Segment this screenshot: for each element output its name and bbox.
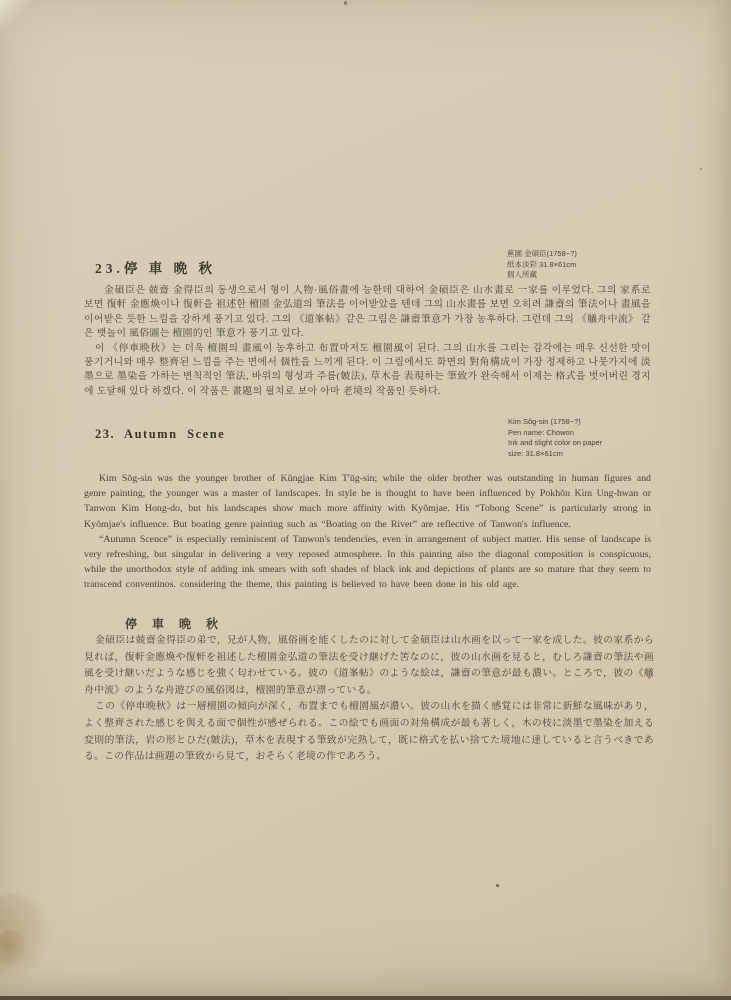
english-meta-artist: Kim Sŏg-sin (1758~?) <box>508 417 581 426</box>
english-body-text <box>84 471 651 593</box>
japanese-body-text <box>84 633 654 766</box>
korean-section-title: 23.停 車 晩 秋 <box>95 261 216 277</box>
paper-speck <box>344 1 347 5</box>
english-artwork-meta <box>508 417 602 459</box>
japanese-section-title: 停 車 晩 秋 <box>125 616 225 631</box>
japanese-paragraph-1: 金碩臣は兢齋金得臣の弟で，兄が人物，風俗画を能くしたのに対して金碩臣は山水画を以って一家を成した。彼の家系から見れば，復軒金應煥や復軒を祖述した檀園金弘道の筆法を受け継げた筈なのに，彼の山水画を見ると，むしろ謙齋の筆法や画風を受け継いだような感じを強く匂わせている。彼の《道峯帖》のような絵は，謙齋の筆意が最も濃い。ところで，彼の《艤舟中流》のような舟遊びの風俗図は，檀園的筆意が漂っている。 <box>84 635 654 696</box>
english-paragraph-2: “Autumn Scence” is especially reminiscent of Tanwon's tendencies, even in arrangement of subject matter. His sense of landscape is very refreshing, but singular in delivering a very reposed atmosphere. In this painting also the diagonal composition is conspicuous, while the unorthodox style of adding ink smears with soft shades of black ink and depictions of plants are so mature that they seem to transcend conventinos. considering the theme, this painting is believed to have been done in his old age. <box>84 533 651 591</box>
page-corner-highlight <box>0 0 46 46</box>
english-section-title: 23. Autumn Scene <box>95 427 226 442</box>
paper-speck <box>700 168 702 170</box>
korean-meta-collection: 個人所藏 <box>507 270 537 279</box>
korean-paragraph-2: 이 《停車晩秋》는 더욱 檀園의 畫風이 농후하고 布置마저도 檀園風이 된다. 그의 山水를 그리는 감각에는 매우 신선한 맛이 풍기거니와 매우 整齊된 느낌을 주는 면에서 個性을 느끼게 된다. 이 그림에서도 화면의 對角構成이 가장 정제하고 나뭇가지에 淡墨으로 墨染을 가하는 변칙적인 筆法, 바위의 형성과 주름(皴法), 草木을 表現하는 筆致가 완숙해서 이제는 格式을 벗어버린 경지에 도달해 있다 하겠다. 이 작품은 畫題의 필치로 보아 아마 老境의 작품인 듯하다. <box>84 342 651 397</box>
english-paragraph-1: Kim Sŏg-sin was the younger brother of Kŭngjae Kim T'ŭg-sin; while the older brother was outstanding in human figures and genre painting, the younger was a master of landscapes. In style he is thought to have been influenced by Pokhŏn Kim Ung-hwan or Tanwon Kim Hong-do, but his landscapes show much more affinity with Kyŏmjae. His “Tobong Scene” is particularly strong in Kyŏmjae's influence. But boating genre painting such as “Boating on the River” are reflective of Tanwon's influence. <box>84 473 651 530</box>
korean-paragraph-1: 金碩臣은 兢齋 金得臣의 동생으로서 형이 人物·風俗畫에 능한데 대하여 金碩臣은 山水畫로 一家를 이루었다. 그의 家系로 보면 復軒 金應煥이나 復軒을 祖述한 檀園 金弘道의 筆法을 이어받았을 텐데 그의 山水畫를 보면 오히려 謙齋의 筆法이나 畫風을 이어받은 듯한 느낌을 강하게 풍기고 있다. 그의 《道峯帖》같은 그림은 謙齋筆意가 가장 농후하다. 그런데 그의 《艤舟中流》 같은 뱃놀이 風俗圖는 檀園的인 筆意가 풍기고 있다. <box>84 285 651 340</box>
paper-speck <box>496 884 499 887</box>
korean-body-text <box>84 284 651 399</box>
english-meta-medium: Ink and slight color on paper <box>508 438 603 447</box>
korean-meta-artist: 蕉園 金碩臣(1758~?) <box>507 249 577 258</box>
japanese-paragraph-2: この《停車晩秋》は一層檀園の傾向が深く，布置までも檀園風が濃い。彼の山水を描く感覚には非常に新鮮な風味があり，よく整齊された感じを與える面で個性が感ぜられる。この絵でも画面の対角構成が最も著しく，木の枝に淡墨で墨染を加える変則的筆法，岩の形とひだ(皴法)，草木を表現する筆致が完熟して，既に格式を払い捨てた境地に達していると言うべきである。この作品は画題の筆致から見て，おそらく老境の作であろう。 <box>84 701 654 763</box>
english-meta-pen-name: Pen name: Chowon <box>508 427 574 437</box>
korean-artwork-meta <box>507 249 577 281</box>
english-meta-size: size: 31.8×61cm <box>508 448 563 458</box>
korean-meta-medium: 紙本淡彩 31.8×61cm <box>507 259 577 269</box>
